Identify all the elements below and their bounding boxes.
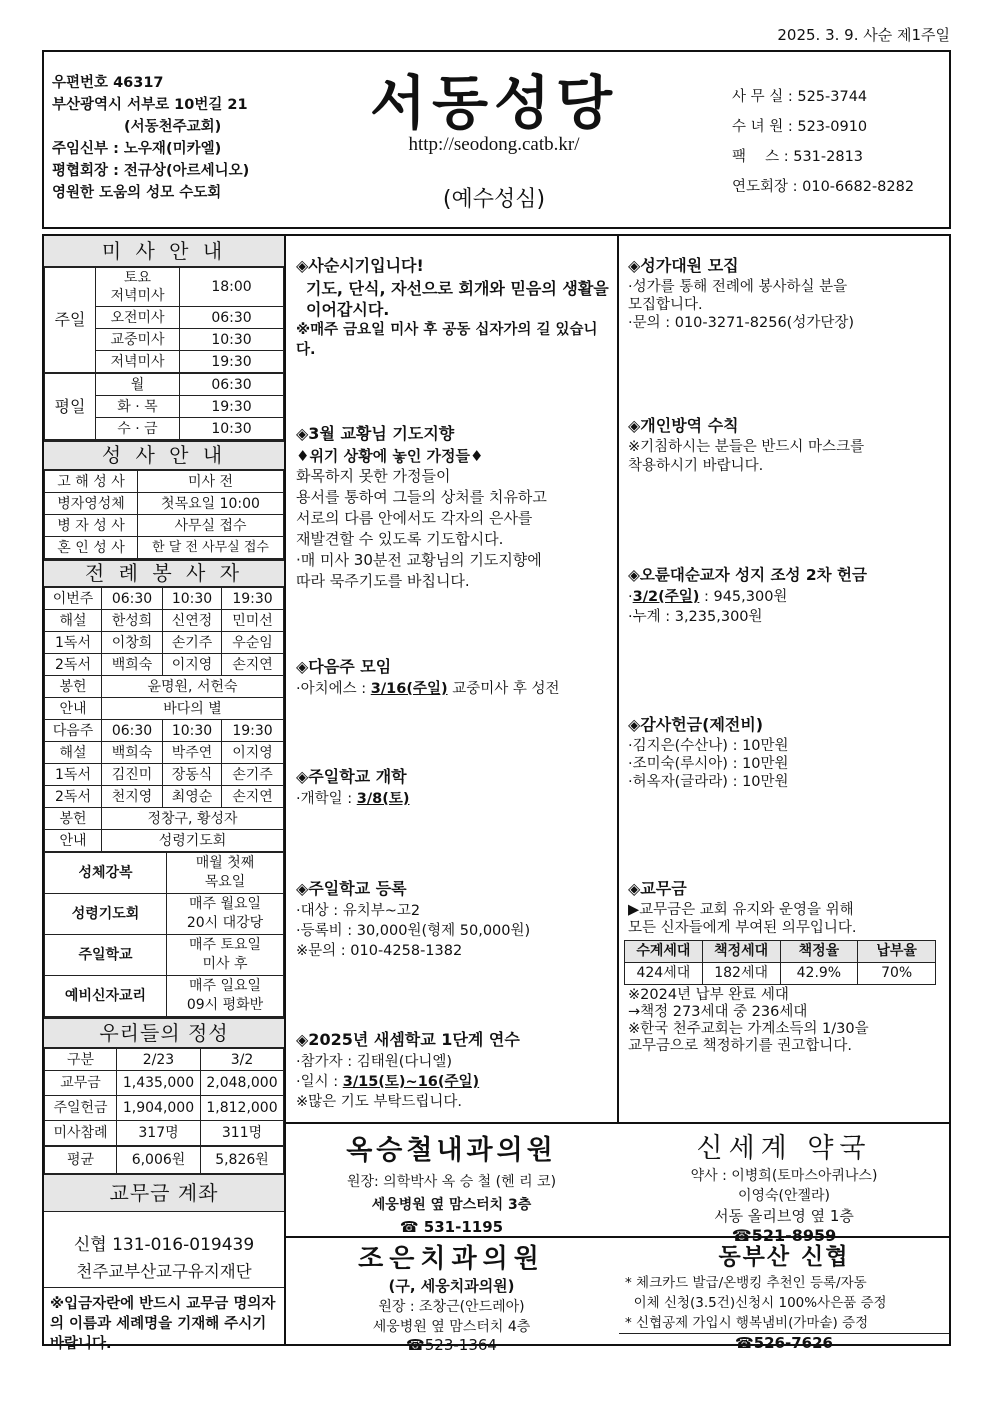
mass-day: 화 · 목 — [96, 396, 180, 418]
dues-value: 424세대 — [625, 963, 703, 985]
server-cell: 봉헌 — [45, 676, 102, 698]
server-cell: 손기주 — [222, 764, 284, 786]
offering-title: 우리들의 정성 — [44, 1017, 284, 1048]
server-cell: 06:30 — [102, 588, 163, 610]
article-title: ◈감사헌금(제전비) — [628, 715, 764, 734]
ad-name: 옥승철내과의원 — [346, 1135, 557, 1166]
article-choir — [628, 256, 946, 332]
server-cell: 손지연 — [222, 654, 284, 676]
article-church-dues — [628, 879, 946, 1055]
article-body: ·참가자 : 김태원(다니엘) — [296, 1054, 453, 1070]
mass-name: 토요 저녁미사 — [96, 268, 180, 307]
server-cell: 윤명원, 서헌숙 — [102, 676, 284, 698]
meeting-name: 성령기도회 — [45, 894, 167, 935]
server-cell: 성령기도회 — [102, 830, 284, 852]
address: 부산광역시 서부로 10번길 21 — [52, 97, 248, 113]
article-title: ◈성가대원 모집 — [628, 256, 739, 275]
server-cell: 이창희 — [102, 632, 163, 654]
article-title: ◈주일학교 개학 — [296, 767, 407, 786]
offering-cell: 2/23 — [117, 1049, 201, 1071]
article-body: ·대상 : 유치부~고2 ·등록비 : 30,000원(형제 50,000원) ※문의 : 010-4258-1382 — [296, 903, 531, 959]
ad-name: 조은치과의원 — [358, 1244, 545, 1274]
article-title: ◈교무금 — [628, 879, 687, 898]
offering-cell: 1,812,000 — [201, 1096, 284, 1121]
sacrament-name: 혼 인 성 사 — [45, 537, 138, 559]
server-cell: 안내 — [45, 698, 102, 720]
mass-name: 오전미사 — [96, 307, 180, 329]
account-note: ※입금자란에 반드시 교무금 명의자의 이름과 세례명을 기재해 주시기 바랍니다. — [50, 1296, 276, 1352]
article-body: ·성가를 통해 전례에 봉사하실 분을 모집합니다. ·문의 : 010-3271-8256(성가단장) — [628, 279, 855, 331]
sacrament-table — [44, 470, 284, 559]
offering-cell: 미사참례 — [45, 1121, 117, 1147]
server-cell: 2독서 — [45, 654, 102, 676]
left-column — [44, 236, 284, 1354]
article-body: ·일시 : 3/15(토)~16(주일) — [296, 1074, 480, 1090]
patron-subtitle: (예수성심) — [442, 187, 546, 212]
article-papal-intention — [296, 424, 616, 592]
ad-name: 동부산 신협 — [718, 1244, 850, 1270]
dues-header: 책정세대 — [702, 941, 780, 963]
offering-cell: 1,904,000 — [117, 1096, 201, 1121]
article-highlight: 기도, 단식, 자선으로 회개와 믿음의 생활을 이어갑시다. — [306, 279, 609, 319]
ad-line: 이영숙(안젤라) — [737, 1188, 831, 1204]
server-cell: 바다의 별 — [102, 698, 284, 720]
ad-line: 서동 올리브영 옆 1층 — [714, 1207, 854, 1225]
church-formal-name: (서동천주교회) — [124, 119, 222, 135]
sacrament-info: 사무실 접수 — [138, 515, 284, 537]
account-holder: 천주교부산교구유지재단 — [44, 1258, 284, 1288]
mass-table — [44, 267, 284, 440]
article-title: ◈개인방역 수칙 — [628, 416, 739, 435]
article-body: ※많은 기도 부탁드립니다. — [296, 1094, 463, 1110]
server-cell: 10:30 — [163, 720, 222, 742]
mass-time: 19:30 — [180, 396, 284, 418]
article-title: ◈오륜대순교자 성지 조성 2차 헌금 — [628, 566, 867, 584]
mass-time: 06:30 — [180, 373, 284, 396]
issue-date: 2025. 3. 9. 사순 제1주일 — [777, 26, 950, 44]
ad-dental-clinic — [286, 1238, 617, 1354]
pastor: 주임신부 : 노우재(미카엘) — [52, 141, 222, 157]
sacrament-name: 병 자 성 사 — [45, 515, 138, 537]
convent-phone: 수 녀 원 : 523-0910 — [732, 119, 868, 135]
offering-cell: 311명 — [201, 1121, 284, 1147]
offering-cell: 주일헌금 — [45, 1096, 117, 1121]
server-cell: 이번주 — [45, 588, 102, 610]
article-title: ◈다음주 모임 — [296, 657, 392, 676]
server-cell: 1독서 — [45, 632, 102, 654]
sacrament-info: 첫목요일 10:00 — [138, 493, 284, 515]
server-cell: 19:30 — [222, 720, 284, 742]
meeting-name: 예비신자교리 — [45, 976, 167, 1017]
server-cell: 장동식 — [163, 764, 222, 786]
server-cell: 안내 — [45, 830, 102, 852]
server-cell: 천지영 — [102, 786, 163, 808]
offering-cell: 2,048,000 — [201, 1071, 284, 1096]
offering-cell: 교무금 — [45, 1071, 117, 1096]
council-president: 평협회장 : 전규상(아르세니오) — [52, 163, 250, 179]
server-cell: 최영순 — [163, 786, 222, 808]
server-cell: 박주연 — [163, 742, 222, 764]
ad-line: 세웅병원 옆 맘스터치 4층 — [372, 1319, 531, 1335]
article-sunday-school-open — [296, 767, 616, 809]
ad-line: * 신협공제 가입시 행복냄비(가마솥) 증정 — [619, 1311, 949, 1334]
liturgy-servers-title: 전 례 봉 사 자 — [44, 559, 284, 587]
mass-time: 19:30 — [180, 351, 284, 374]
ad-phone: ☎523-1364 — [406, 1336, 497, 1354]
offering-table — [44, 1048, 284, 1174]
server-cell: 신연정 — [163, 610, 222, 632]
ad-line: (구, 세웅치과의원) — [388, 1277, 515, 1295]
sacrament-info: 한 달 전 사무실 접수 — [138, 537, 284, 559]
server-cell: 손기주 — [163, 632, 222, 654]
server-cell: 1독서 — [45, 764, 102, 786]
mass-name: 저녁미사 — [96, 351, 180, 374]
postal-code: 우편번호 46317 — [52, 75, 164, 91]
meeting-time: 매주 월요일 20시 대강당 — [167, 894, 284, 935]
article-lent — [296, 256, 616, 360]
server-cell: 김진미 — [102, 764, 163, 786]
meeting-time: 매월 첫째 목요일 — [167, 853, 284, 894]
ad-internal-clinic — [286, 1124, 617, 1236]
offering-cell: 5,826원 — [201, 1146, 284, 1174]
server-cell: 이지영 — [222, 742, 284, 764]
offering-cell: 6,006원 — [117, 1146, 201, 1174]
offering-cell: 구분 — [45, 1049, 117, 1071]
server-cell: 다음주 — [45, 720, 102, 742]
meeting-name: 주일학교 — [45, 935, 167, 976]
mass-guide-title: 미 사 안 내 — [44, 236, 284, 267]
server-cell: 정창구, 황성자 — [102, 808, 284, 830]
meetings-table — [44, 852, 284, 1017]
server-cell: 06:30 — [102, 720, 163, 742]
dues-value: 70% — [858, 963, 936, 985]
sunday-label: 주일 — [45, 268, 96, 374]
server-cell: 손지연 — [222, 786, 284, 808]
server-cell: 해설 — [45, 742, 102, 764]
article-body: ▶교무금은 교회 유지와 운영을 위해 모든 신자들에게 부여된 의무입니다. — [628, 902, 857, 936]
phone-block — [732, 82, 914, 202]
article-subtitle: ♦위기 상황에 놓인 가정들♦ — [296, 447, 484, 465]
account-title: 교무금 계좌 — [44, 1174, 284, 1212]
article-thanks-offering — [628, 715, 946, 791]
article-body: ·아치에스 : 3/16(주일) 교중미사 후 성전 — [296, 681, 560, 697]
funeral-head-phone: 연도회장 : 010-6682-8282 — [732, 179, 915, 195]
article-quarantine — [628, 416, 946, 476]
offering-cell: 1,435,000 — [117, 1071, 201, 1096]
sacrament-name: 병자영성체 — [45, 493, 138, 515]
offering-cell: 평균 — [45, 1146, 117, 1174]
server-cell: 백희숙 — [102, 654, 163, 676]
header-box — [42, 50, 951, 229]
dues-header: 수계세대 — [625, 941, 703, 963]
office-phone: 사 무 실 : 525-3744 — [732, 89, 868, 105]
article-body: ·개학일 : 3/8(토) — [296, 791, 410, 807]
website-link[interactable]: http://seodong.catb.kr/ — [408, 134, 580, 155]
fax: 팩 스 : 531-2813 — [732, 149, 864, 165]
mass-time: 10:30 — [180, 418, 284, 440]
ad-pharmacy — [619, 1124, 949, 1245]
server-cell: 한성희 — [102, 610, 163, 632]
ad-phone: ☎ 531-1195 — [399, 1218, 504, 1236]
mass-name: 교중미사 — [96, 329, 180, 351]
article-body: ·누계 : 3,235,300원 — [628, 609, 763, 625]
article-body: ·김지은(수산나) : 10만원 ·조미숙(루시아) : 10만원 ·허옥자(글라라) : 10만원 — [628, 738, 789, 790]
article-body: ※기침하시는 분들은 반드시 마스크를 착용하시기 바랍니다. — [628, 439, 865, 474]
ad-name: 신세계 약국 — [696, 1133, 872, 1164]
religious-order: 영원한 도움의 성모 수도회 — [52, 185, 222, 201]
address-block — [52, 72, 249, 204]
sacrament-info: 미사 전 — [138, 471, 284, 493]
meeting-name: 성체강복 — [45, 853, 167, 894]
article-body: 화목하지 못한 가정들이 용서를 통하여 그들의 상처를 치유하고 서로의 다름 안에서도 각자의 은사를 재발견할 수 있도록 기도합시다. ·매 미사 30분전 교황님의 기도지향에 따라 묵주기도를 바칩니다. — [296, 467, 547, 590]
server-cell: 민미선 — [222, 610, 284, 632]
ad-line: 세웅병원 옆 맘스터치 3층 — [371, 1197, 532, 1213]
sacrament-guide-title: 성 사 안 내 — [44, 440, 284, 470]
meeting-time: 매주 일요일 09시 평화반 — [167, 976, 284, 1017]
server-cell: 19:30 — [222, 588, 284, 610]
offering-cell: 317명 — [117, 1121, 201, 1147]
mass-time: 18:00 — [180, 268, 284, 307]
dues-value: 182세대 — [702, 963, 780, 985]
servers-table — [44, 587, 284, 852]
article-training — [296, 1030, 616, 1112]
article-next-meeting — [296, 657, 616, 699]
dues-table — [624, 940, 936, 985]
sacrament-name: 고 해 성 사 — [45, 471, 138, 493]
ad-line: 원장 : 조창근(안드레아) — [378, 1299, 525, 1315]
mass-day: 수 · 금 — [96, 418, 180, 440]
article-body: ※매주 금요일 미사 후 공동 십자가의 길 있습니다. — [296, 322, 598, 358]
server-cell: 이지영 — [163, 654, 222, 676]
server-cell: 해설 — [45, 610, 102, 632]
server-cell: 우순임 — [222, 632, 284, 654]
ad-line: 이체 신청(3.5건)신청시 100%사은품 증정 — [625, 1295, 887, 1311]
account-number: 신협 131-016-019439 — [73, 1235, 255, 1255]
ad-credit-union — [619, 1238, 949, 1352]
mass-day: 월 — [96, 373, 180, 396]
ad-line: 원장: 의학박사 옥 승 철 (헨 리 코) — [346, 1174, 557, 1190]
dues-value: 42.9% — [780, 963, 858, 985]
article-body: ·3/2(주일) : 945,300원 — [628, 589, 788, 605]
mass-time: 10:30 — [180, 329, 284, 351]
ad-phone: ☎526-7626 — [735, 1334, 833, 1352]
article-title: ◈사순시기입니다! — [296, 256, 424, 275]
ad-phone: ☎521-8959 — [731, 1226, 837, 1245]
ad-line: * 체크카드 발급/온뱅킹 추천인 등록/자동 — [625, 1275, 867, 1291]
server-cell: 백희숙 — [102, 742, 163, 764]
article-martyrs-shrine — [628, 565, 946, 627]
server-cell: 10:30 — [163, 588, 222, 610]
weekday-label: 평일 — [45, 373, 96, 440]
article-title: ◈주일학교 등록 — [296, 879, 407, 898]
article-notes: ※2024년 납부 완료 세대 →책정 273세대 중 236세대 ※한국 천주교회는 가계소득의 1/30을 교무금으로 책정하기를 권고합니다. — [628, 987, 869, 1054]
dues-header: 책정율 — [780, 941, 858, 963]
server-cell: 봉헌 — [45, 808, 102, 830]
dues-header: 납부율 — [858, 941, 936, 963]
ad-line: 약사 : 이병희(토마스아퀴나스) — [690, 1168, 878, 1184]
offering-cell: 3/2 — [201, 1049, 284, 1071]
article-title: ◈3월 교황님 기도지향 — [296, 424, 455, 443]
church-title: 서동성당 — [369, 69, 619, 137]
meeting-time: 매주 토요일 미사 후 — [167, 935, 284, 976]
article-sunday-school-registration — [296, 879, 616, 961]
article-title: ◈2025년 새셈학교 1단계 연수 — [296, 1030, 520, 1049]
server-cell: 2독서 — [45, 786, 102, 808]
mass-time: 06:30 — [180, 307, 284, 329]
